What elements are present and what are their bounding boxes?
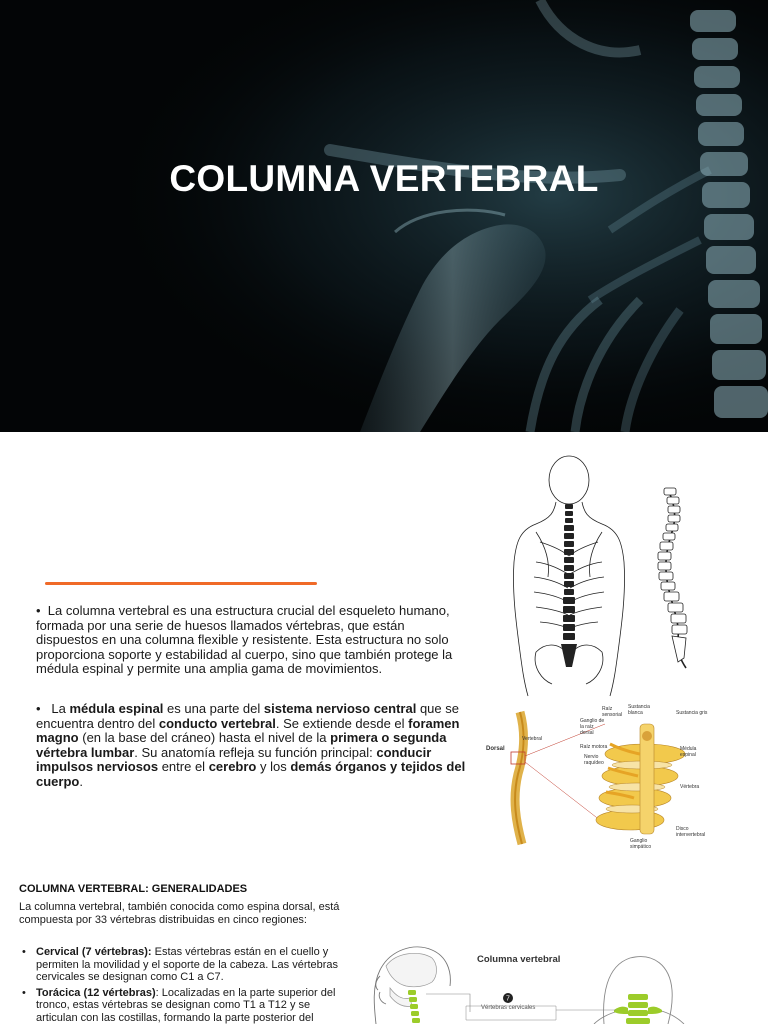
label-sustancia-blanca: Sustancia blanca xyxy=(628,704,650,716)
p2-seg: primera o segunda vértebra lumbar xyxy=(36,730,447,760)
p2-seg: conducto vertebral xyxy=(158,715,276,731)
list-item-term: Cervical (7 vértebras): xyxy=(36,946,152,958)
label-vertebra: Vértebra xyxy=(680,784,700,790)
list-item xyxy=(19,946,349,984)
figure-title: Columna vertebral xyxy=(477,954,561,965)
p2-seg: que se encuentra dentro del xyxy=(36,701,459,731)
section-title: COLUMNA VERTEBRAL: GENERALIDADES xyxy=(19,883,248,895)
list-item xyxy=(19,987,349,1024)
intro-slide xyxy=(0,432,768,852)
list-item-text: : Localizadas en la parte superior del tronco, estas vértebras se designan como T1 a T12 y se articulan con las costillas, formando la parte posterior del xyxy=(36,986,336,1024)
cervical-spine-figure xyxy=(366,936,768,1024)
p2-seg: y los xyxy=(256,759,291,775)
p2-seg: La xyxy=(51,701,70,716)
label-raiz-motora: Raíz motora xyxy=(580,744,608,750)
label-vertebral: Vertebral xyxy=(522,736,543,742)
section-intro: La columna vertebral, también conocida como espina dorsal, está compuesta por 33 vértebras distribuidas en cinco regiones: xyxy=(19,901,340,926)
intro-paragraph-1-text: La columna vertebral es una estructura crucial del esqueleto humano, formada por una serie de huesos llamados vértebras, que están dispuestos en una columna flexible y resistente. Esta estructura no solo proporciona soporte y estabilidad al cuerpo, sino que también protege la médula espinal y permite una amplia gama de movimientos. xyxy=(36,603,453,677)
label-nervio-raquideo: Nervio raquídeo xyxy=(584,754,604,766)
label-medula-espinal: Médula espinal xyxy=(680,746,697,758)
label-ganglio: Ganglio de la raíz dorsal xyxy=(580,718,605,736)
p2-seg: conducir impulsos nerviosos xyxy=(36,744,432,775)
list-item-text: Estas vértebras están en el cuello y permiten la movilidad y el soporte de la cabeza. Las vértebras cervicales se designan como C1 a C7. xyxy=(36,946,339,984)
hero-slide xyxy=(0,0,768,432)
spinal-cord-diagram xyxy=(480,704,740,854)
bullet: • xyxy=(36,701,48,716)
p2-seg: es una parte del xyxy=(163,701,264,716)
intro-paragraph-2 xyxy=(36,702,466,790)
label-raiz-sensorial: Raíz sensorial xyxy=(602,706,623,718)
p2-seg: . xyxy=(79,773,83,789)
generalidades-slide xyxy=(0,852,768,1024)
xray-background xyxy=(0,0,768,432)
label-dorsal: Dorsal xyxy=(486,746,505,752)
p2-seg: foramen magno xyxy=(36,715,460,746)
p2-seg: médula espinal xyxy=(69,701,164,716)
page-title: COLUMNA VERTEBRAL xyxy=(169,158,599,199)
side-spine-illustration xyxy=(646,486,694,672)
p2-seg: cerebro xyxy=(208,759,257,775)
list-item-term: Torácica (12 vértebras) xyxy=(36,986,156,999)
regions-list xyxy=(19,946,349,1024)
label-sustancia-gris: Sustancia gris xyxy=(676,710,708,716)
label-disco: Disco intervertebral xyxy=(676,826,706,838)
bullet: • xyxy=(36,603,48,618)
figure-subtitle: Vértebras cervicales xyxy=(481,1005,536,1011)
figure-badge: 7 xyxy=(506,995,510,1003)
p2-seg: (en la base del cráneo) hasta el nivel de la xyxy=(78,730,331,746)
p2-seg: demás órganos y tejidos del cuerpo xyxy=(36,759,466,789)
intro-paragraph-1 xyxy=(36,604,466,677)
p2-seg: sistema nervioso central xyxy=(263,701,417,716)
p2-seg: . Se extiende desde el xyxy=(275,715,409,731)
accent-divider xyxy=(45,582,317,585)
p2-seg: . Su anatomía refleja su función principal: xyxy=(134,744,377,760)
back-skeleton-illustration xyxy=(506,452,632,697)
p2-seg: entre el xyxy=(158,759,209,775)
label-ganglio-simpatico: Ganglio simpático xyxy=(630,838,652,850)
